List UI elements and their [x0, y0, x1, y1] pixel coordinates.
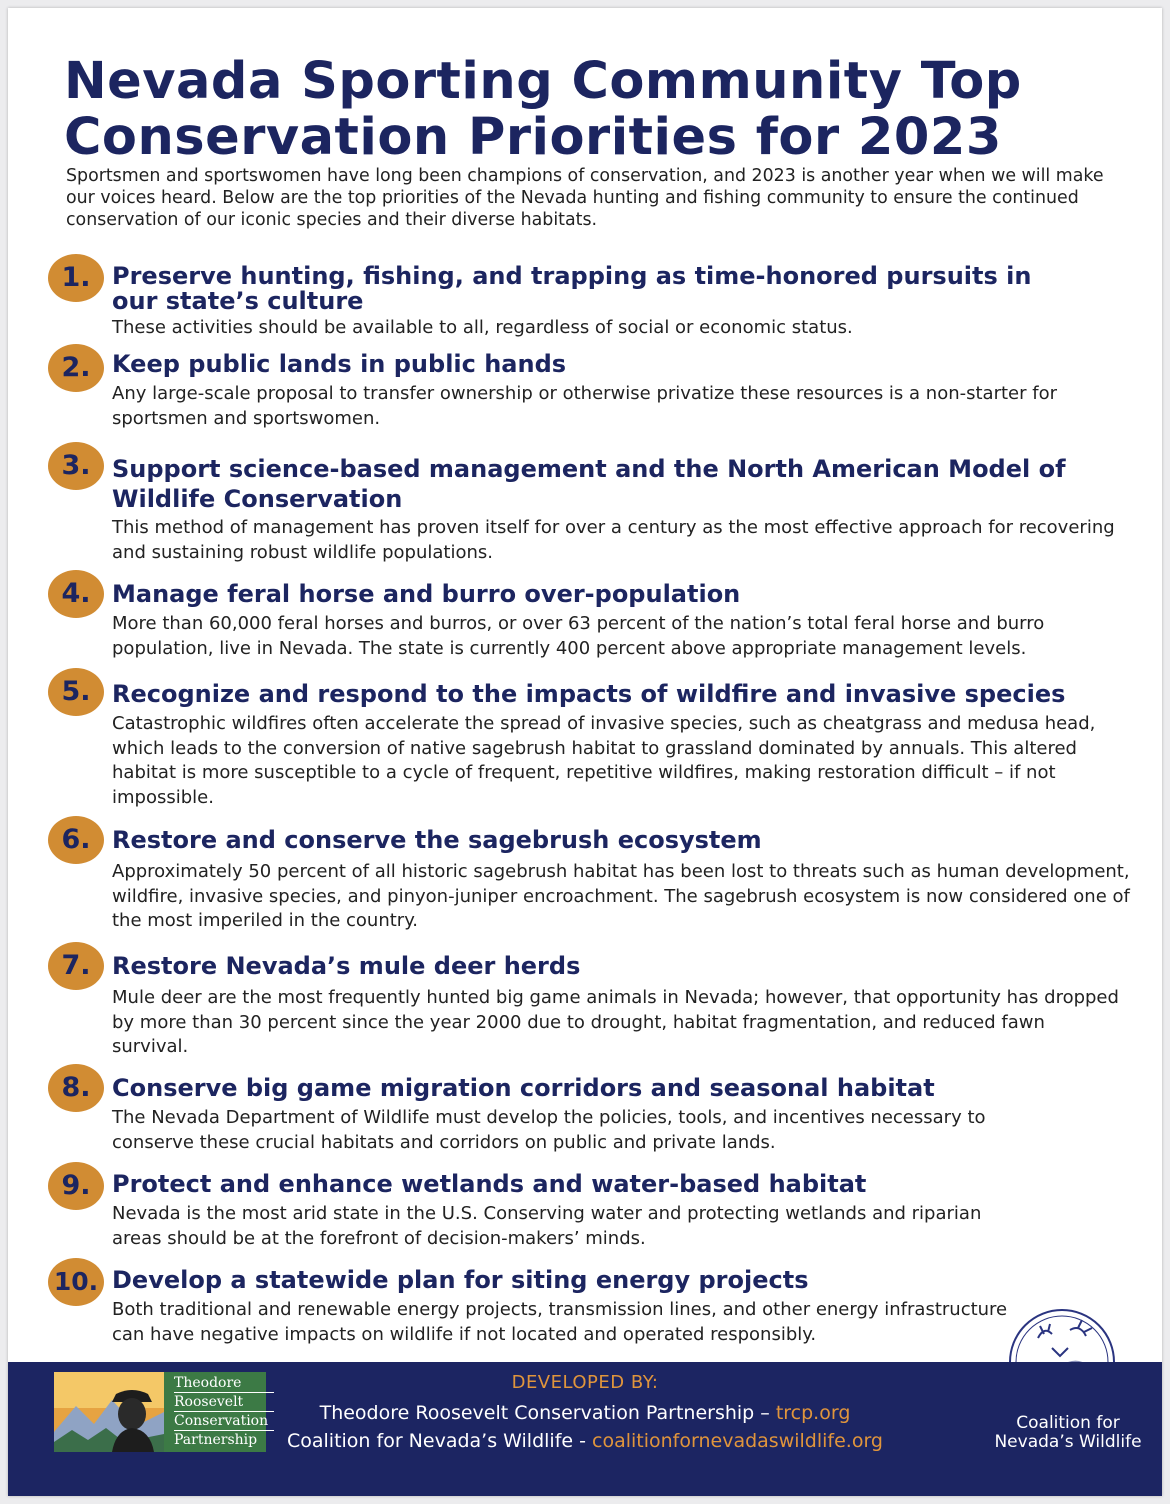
priority-heading: Manage feral horse and burro over-population [112, 580, 741, 608]
developer-line-trcp: Theodore Roosevelt Conservation Partnership – trcp.org [319, 1402, 851, 1424]
priority-number: 2. [48, 344, 104, 392]
priority-number: 3. [48, 442, 104, 490]
priority-heading: Keep public lands in public hands [112, 350, 567, 378]
priority-description: Both traditional and renewable energy projects, transmission lines, and other energy infrastructure can have negative impacts on wildlife if not located and operated responsibly. [112, 1299, 1008, 1345]
coalition-name: Coalition for Nevada’s Wildlife [994, 1413, 1142, 1452]
priority-description: More than 60,000 feral horses and burros, or over 63 percent of the nation’s total feral horse and burro population, live in Nevada. The state is currently 400 percent above appropriate management levels. [112, 613, 1045, 659]
developer-line-coalition: Coalition for Nevada’s Wildlife - coalitionfornevadaswildlife.org [286, 1430, 883, 1452]
priority-heading: Develop a statewide plan for siting energy projects [112, 1266, 809, 1294]
trcp-logo-wordmark: Theodore Roosevelt Conservation Partnership [174, 1374, 274, 1449]
priority-heading: Recognize and respond to the impacts of wildfire and invasive species [112, 680, 1066, 708]
priority-description: Mule deer are the most frequently hunted big game animals in Nevada; however, that opportunity has dropped by more than 30 percent since the year 2000 due to drought, habitat fragmentation, and reduced fawn survival. [112, 987, 1119, 1057]
priority-description: The Nevada Department of Wildlife must develop the policies, tools, and incentives necessary to conserve these crucial habitats and corridors on public and private lands. [112, 1107, 986, 1153]
priority-number: 1. [48, 254, 104, 302]
title-line-2: Conservation Priorities for 2023 [64, 108, 1002, 167]
priority-number: 5. [48, 668, 104, 716]
priority-heading: Protect and enhance wetlands and water-based habitat [112, 1170, 867, 1198]
priority-description: Any large-scale proposal to transfer ownership or otherwise privatize these resources is a non-starter for sportsmen and sportswomen. [112, 383, 1057, 429]
intro-paragraph: Sportsmen and sportswomen have long been champions of conservation, and 2023 is another year when we will make our voices heard. Below are the top priorities of the Nevada hunting and fishing community to ensure the continued conservation of our iconic species and their diverse habitats. [66, 166, 1104, 230]
trcp-link[interactable]: trcp.org [775, 1402, 851, 1424]
priority-heading: Preserve hunting, fishing, and trapping as time-honored pursuits in our state’s culture [112, 262, 1032, 315]
title-line-1: Nevada Sporting Community Top [64, 52, 1022, 111]
priority-description: Nevada is the most arid state in the U.S. Conserving water and protecting wetlands and riparian areas should be at the forefront of decision-makers’ minds. [112, 1203, 982, 1249]
priority-number: 6. [48, 816, 104, 864]
priority-heading: Restore and conserve the sagebrush ecosystem [112, 826, 762, 854]
priority-description: Approximately 50 percent of all historic sagebrush habitat has been lost to threats such as human development, wildfire, invasive species, and pinyon-juniper encroachment. The sagebrush ecosystem is now considered one of the most imperiled in the country. [112, 861, 1130, 931]
document-page [8, 8, 1162, 1496]
priority-number: 10. [48, 1258, 104, 1306]
priority-heading: Support science-based management and the North American Model of Wildlife Conservation [112, 455, 1066, 513]
coalition-link[interactable]: coalitionfornevadaswildlife.org [592, 1430, 883, 1452]
priority-number: 9. [48, 1162, 104, 1210]
priority-heading: Conserve big game migration corridors and seasonal habitat [112, 1074, 935, 1102]
priority-description: These activities should be available to all, regardless of social or economic status. [112, 317, 853, 338]
priority-number: 7. [48, 942, 104, 990]
priority-number: 4. [48, 570, 104, 618]
priority-number: 8. [48, 1064, 104, 1112]
priority-description: Catastrophic wildfires often accelerate the spread of invasive species, such as cheatgrass and medusa head, which leads to the conversion of native sagebrush habitat to grassland dominated by annuals. This altered habitat is more susceptible to a cycle of frequent, repetitive wildfires, making restoration difficult – if not impossible. [112, 713, 1096, 808]
developed-by-label: DEVELOPED BY: [511, 1372, 659, 1393]
page-title [64, 54, 1144, 166]
priority-description: This method of management has proven itself for over a century as the most effective approach for recovering and sustaining robust wildlife populations. [112, 517, 1115, 563]
priority-heading: Restore Nevada’s mule deer herds [112, 952, 581, 980]
